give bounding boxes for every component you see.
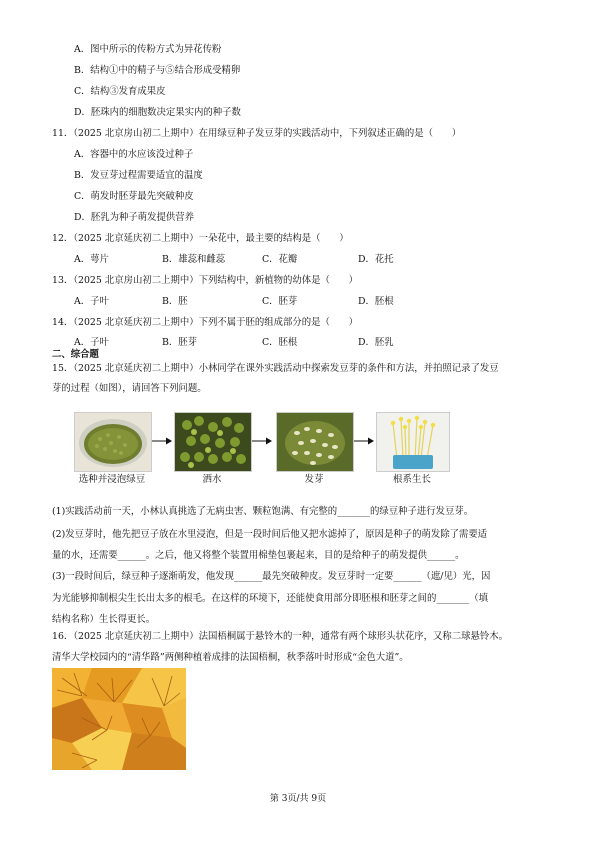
q11-option-d: D．胚乳为种子萌发提供营养	[74, 212, 195, 223]
arrow-right-icon	[252, 436, 272, 446]
q13-option-a: A．子叶	[74, 296, 109, 307]
q15-stem-line2: 芽的过程（如图），请回答下列问题。	[52, 383, 207, 394]
step-label-3: 发芽	[304, 474, 324, 485]
soaking-beans-photo	[74, 412, 152, 472]
option-a-prev: A．图中所示的传粉方式为异花传粉	[74, 44, 222, 55]
q12-option-c: C．花瓣	[262, 254, 298, 265]
q12-options	[0, 255, 596, 267]
q15-part2-line2: 量的水，还需要______。之后，他又将整个装置用棉垫包裹起来，目的是给种子的萌发提供______。	[52, 550, 465, 561]
q12-option-b: B．雄蕊和雌蕊	[162, 254, 226, 265]
page-footer: 第 3页/共 9页	[269, 794, 327, 804]
q13-option-d: D．胚根	[358, 296, 394, 307]
step-label-2: 洒水	[202, 474, 222, 485]
q15-part3-line2: 为光能够抑制根尖生长出太多的根毛。在这样的环境下，还能使食用部分即胚根和胚芽之间的_______（填	[52, 593, 488, 604]
q13-option-c: C．胚芽	[262, 296, 298, 307]
q16-stem-line2: 清华大学校园内的“清华路”两侧种植着成排的法国梧桐，秋季落叶时形成“金色大道”。	[52, 652, 409, 663]
q13-stem: 13．（2025 北京房山初二上期中）下列结构中，新植物的幼体是（ ）	[52, 275, 358, 286]
q13-option-b: B．胚	[162, 296, 188, 307]
sprouting-photo	[276, 412, 354, 472]
q15-part3-line1: (3)一段时间后，绿豆种子逐渐萌发，他发现______最先突破种皮。发豆芽时一定要______（遮/见）光，因	[52, 571, 491, 582]
watering-photo	[174, 412, 252, 472]
q12-option-a: A．萼片	[74, 254, 109, 265]
plane-tree-leaves-photo	[52, 668, 186, 770]
q13-options	[0, 297, 596, 309]
arrow-right-icon	[152, 436, 172, 446]
option-d-prev: D．胚珠内的细胞数决定果实内的种子数	[74, 107, 241, 118]
step-label-4: 根系生长	[392, 474, 431, 485]
q11-option-c: C．萌发时胚芽最先突破种皮	[74, 191, 194, 202]
q15-part2-line1: (2)发豆芽时，他先把豆子放在水里浸泡，但是一段时间后他又把水滤掉了，原因是种子的萌发除了需要适	[52, 529, 488, 540]
q15-stem-line1: 15．（2025 北京延庆初二上期中）小林同学在课外实践活动中探索发豆芽的条件和方法，并拍照记录了发豆	[52, 363, 499, 374]
q12-stem: 12．（2025 北京延庆初二上期中）一朵花中，最主要的结构是（ ）	[52, 233, 349, 244]
q14-stem: 14．（2025 北京延庆初二上期中）下列不属于胚的组成部分的是（ ）	[52, 317, 358, 328]
q12-option-d: D．花托	[358, 254, 394, 265]
q15-part3-line3: 结构名称）生长得更长。	[52, 614, 156, 625]
q14-option-d: D．胚乳	[358, 337, 394, 348]
q14-option-b: B．胚芽	[162, 337, 198, 348]
q11-option-b: B．发豆芽过程需要适宜的温度	[74, 170, 203, 181]
root-growth-photo	[376, 412, 450, 472]
step-label-1: 选种并浸泡绿豆	[78, 474, 146, 485]
q11-option-a: A．容器中的水应该没过种子	[74, 149, 194, 160]
q14-option-a: A．子叶	[74, 337, 109, 348]
arrow-right-icon	[354, 436, 374, 446]
q14-option-c: C．胚根	[262, 337, 298, 348]
q15-part1: (1)实践活动前一天，小林认真挑选了无病虫害、颗粒饱满、有完整的_______的绿豆种子进行发豆芽。	[52, 506, 474, 517]
q16-stem-line1: 16．（2025 北京延庆初二上期中）法国梧桐属于悬铃木的一种，通常有两个球形头状花序，又称二球悬铃木。	[52, 631, 508, 642]
option-c-prev: C．结构③发育成果皮	[74, 86, 166, 97]
q11-stem: 11．（2025 北京房山初二上期中）在用绿豆种子发豆芽的实践活动中，下列叙述正确的是（ ）	[52, 128, 462, 139]
option-b-prev: B．结构①中的精子与⑤结合形成受精卵	[74, 65, 241, 76]
section-title: 二、综合题	[52, 349, 99, 360]
